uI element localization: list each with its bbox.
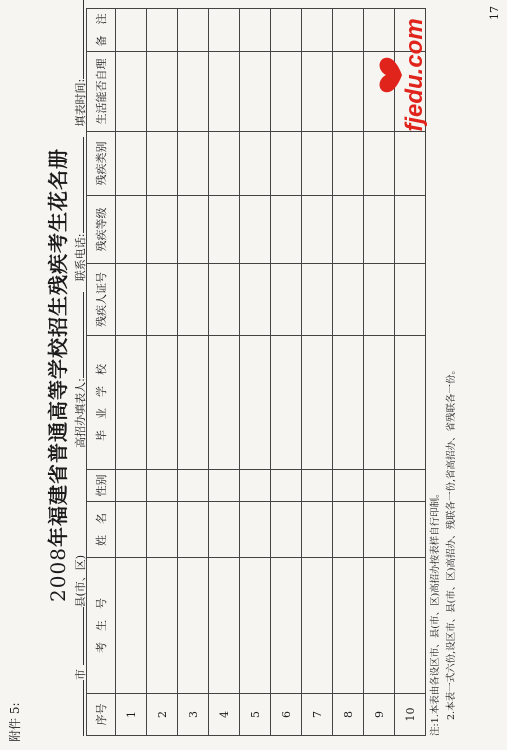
row-number: 8 (333, 694, 364, 736)
table-cell (209, 264, 240, 336)
table-cell (333, 132, 364, 196)
table-cell (271, 558, 302, 694)
table-cell (209, 132, 240, 196)
table-cell (116, 132, 147, 196)
county-blank (72, 608, 84, 666)
table-cell (240, 470, 271, 502)
header-row (87, 9, 116, 736)
col-header-seq: 序号 (87, 694, 116, 736)
table-cell (178, 336, 209, 470)
table-cell (271, 470, 302, 502)
filler-label: 高招办填表人: (74, 378, 87, 448)
table-cell (147, 264, 178, 336)
table-cell (333, 9, 364, 52)
col-header-self-care: 生活能否自理 (87, 52, 116, 132)
table-cell (116, 264, 147, 336)
title-text: 年福建省普通高等学校招生残疾考生花名册 (46, 148, 70, 548)
col-header-exam-id: 考 生 号 (87, 558, 116, 694)
table-cell (147, 9, 178, 52)
table-cell (302, 132, 333, 196)
col-header-school: 毕 业 学 校 (87, 336, 116, 470)
table-cell (116, 52, 147, 132)
table-cell (333, 52, 364, 132)
col-header-gender: 性别 (87, 470, 116, 502)
table-cell (147, 52, 178, 132)
table-cell (364, 558, 395, 694)
table-cell (116, 196, 147, 264)
row-number: 9 (364, 694, 395, 736)
table-cell (178, 132, 209, 196)
table-cell (364, 470, 395, 502)
table-cell (333, 470, 364, 502)
table-cell (333, 558, 364, 694)
table-cell (364, 264, 395, 336)
table-cell (302, 9, 333, 52)
row-number: 1 (116, 694, 147, 736)
table-cell (116, 470, 147, 502)
table-cell (209, 558, 240, 694)
col-header-disability-cert: 残疾人证号 (87, 264, 116, 336)
table-cell (116, 9, 147, 52)
table-cell (395, 336, 426, 470)
table-cell (147, 196, 178, 264)
table-cell (116, 336, 147, 470)
table-cell (240, 264, 271, 336)
col-header-disability-level: 残疾等级 (87, 196, 116, 264)
table-cell (302, 264, 333, 336)
table-row (240, 9, 271, 736)
table-cell (147, 502, 178, 558)
table-row (271, 9, 302, 736)
table-cell (271, 52, 302, 132)
city-label: 市 (74, 669, 87, 680)
table-cell (209, 9, 240, 52)
table-cell (240, 52, 271, 132)
table-row (147, 9, 178, 736)
table-cell (364, 132, 395, 196)
table-cell (395, 196, 426, 264)
table-cell (240, 196, 271, 264)
table-cell (147, 132, 178, 196)
table-cell (395, 264, 426, 336)
table-cell (178, 502, 209, 558)
table-cell (209, 52, 240, 132)
row-number: 4 (209, 694, 240, 736)
table-cell (240, 336, 271, 470)
table-cell (178, 196, 209, 264)
table-cell (209, 470, 240, 502)
county-label: 县(市、区) (74, 554, 87, 608)
table-cell (395, 558, 426, 694)
table-cell (271, 336, 302, 470)
year-blank (72, 0, 84, 79)
table-row (116, 9, 147, 736)
table-cell (178, 264, 209, 336)
table-cell (302, 52, 333, 132)
table-cell (240, 9, 271, 52)
table-cell (395, 132, 426, 196)
title-year: 2008 (46, 547, 70, 602)
table-cell (116, 502, 147, 558)
table-cell (209, 502, 240, 558)
row-number: 2 (147, 694, 178, 736)
table-cell (271, 196, 302, 264)
table-row (302, 9, 333, 736)
table-cell (178, 9, 209, 52)
table-cell (178, 52, 209, 132)
phone-blank (72, 137, 84, 233)
table-cell (302, 470, 333, 502)
table-cell (364, 502, 395, 558)
watermark-text: fjedu.com (401, 18, 428, 132)
table-cell (240, 558, 271, 694)
row-number: 3 (178, 694, 209, 736)
table-cell (395, 502, 426, 558)
heart-icon (380, 58, 402, 92)
col-header-remarks: 备 注 (87, 9, 116, 52)
row-number: 7 (302, 694, 333, 736)
phone-label: 联系电话: (74, 233, 87, 282)
row-number: 10 (395, 694, 426, 736)
table-cell (240, 502, 271, 558)
filler-blank (72, 292, 84, 378)
table-cell (333, 196, 364, 264)
notes (428, 365, 460, 736)
page-number: 17 (488, 6, 501, 20)
table-row (333, 9, 364, 736)
table-cell (271, 9, 302, 52)
table-cell (147, 558, 178, 694)
table-cell (147, 470, 178, 502)
table-cell (333, 502, 364, 558)
table-row (178, 9, 209, 736)
table-cell (271, 264, 302, 336)
table-cell (364, 336, 395, 470)
note-2: 2.本表一式六份,设区市、县(市、区)高招办、残联各一份,省高招办、省残联各一份。 (446, 364, 457, 720)
table-cell (178, 558, 209, 694)
table-cell (333, 264, 364, 336)
table-cell (302, 336, 333, 470)
table-cell (302, 196, 333, 264)
table-cell (209, 196, 240, 264)
table-cell (302, 558, 333, 694)
table-cell (364, 196, 395, 264)
table-cell (209, 336, 240, 470)
table-row (209, 9, 240, 736)
col-header-name: 姓 名 (87, 502, 116, 558)
document-title (42, 0, 71, 750)
table-cell (116, 558, 147, 694)
attachment-label: 附件 5: (8, 702, 22, 742)
table-cell (178, 470, 209, 502)
table-cell (240, 132, 271, 196)
table-cell (271, 502, 302, 558)
row-number: 5 (240, 694, 271, 736)
table-cell (147, 336, 178, 470)
date-label: 填表时间: (74, 78, 87, 127)
col-header-disability-type: 残疾类别 (87, 132, 116, 196)
note-1: 注:1.本表由各设区市、县(市、区)高招办按表样自行印制。 (430, 488, 441, 736)
table-cell (302, 502, 333, 558)
row-number: 6 (271, 694, 302, 736)
table-cell (271, 132, 302, 196)
table-cell (333, 336, 364, 470)
watermark-logo (372, 12, 428, 138)
table-cell (395, 470, 426, 502)
city-blank (72, 680, 84, 736)
